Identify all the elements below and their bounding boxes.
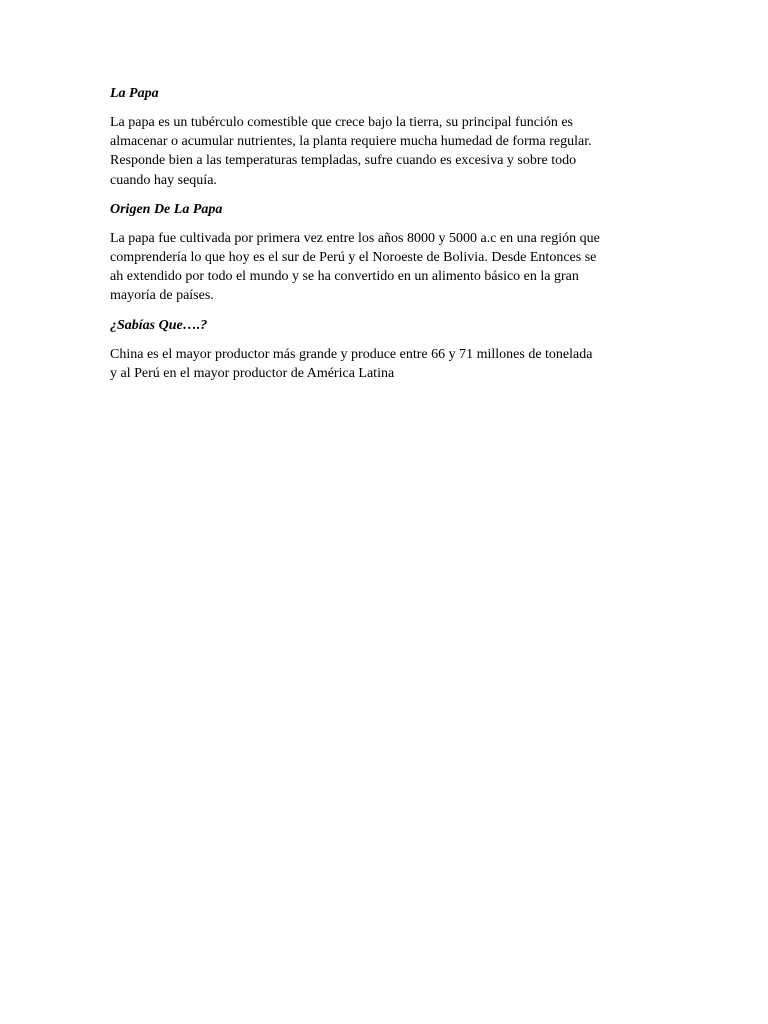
section-la-papa	[110, 84, 650, 190]
section-heading: Origen De La Papa	[110, 201, 223, 217]
section-origen	[110, 200, 650, 306]
section-paragraph: China es el mayor productor más grande y produce entre 66 y 71 millones de tonelada y al Perú en el mayor productor de América Latina	[110, 346, 593, 381]
section-paragraph: La papa es un tubérculo comestible que crece bajo la tierra, su principal función es almacenar o acumular nutrientes, la planta requiere mucha humedad de forma regular. Responde bien a las temperaturas templadas, sufre cuando es excesiva y sobre todo cuando hay sequía.	[110, 115, 592, 188]
section-heading: ¿Sabías Que….?	[110, 317, 208, 333]
section-sabias-que	[110, 316, 650, 383]
document-page	[110, 84, 650, 393]
section-paragraph: La papa fue cultivada por primera vez entre los años 8000 y 5000 a.c en una región que comprendería lo que hoy es el sur de Perú y el Noroeste de Bolivia. Desde Entonces se ah extendido por todo el mundo y se ha convertido en un alimento básico en la gran mayoría de países.	[110, 230, 600, 304]
section-heading: La Papa	[110, 86, 159, 101]
